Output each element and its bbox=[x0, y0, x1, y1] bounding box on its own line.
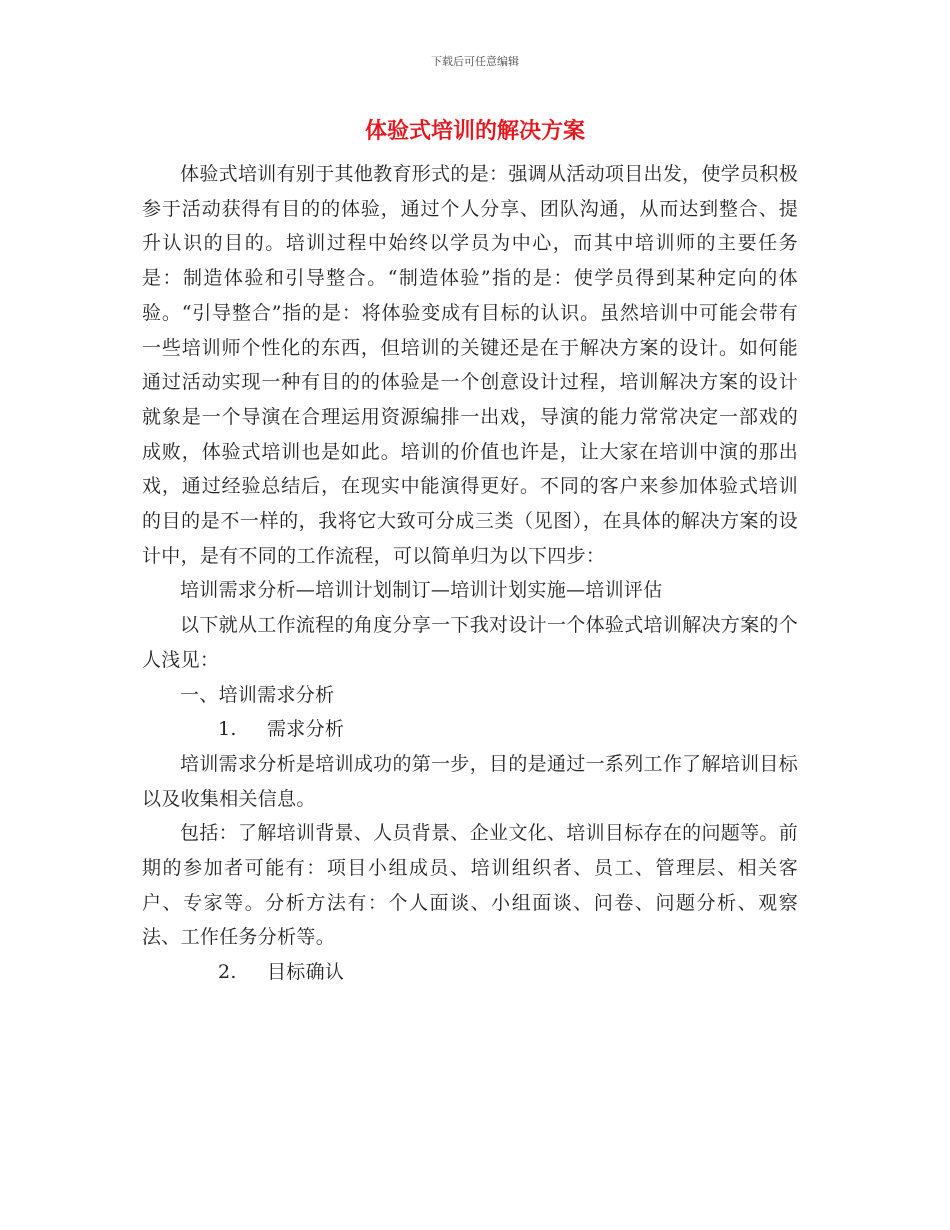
header-note: 下载后可任意编辑 bbox=[431, 55, 519, 68]
subsection-label: 目标确认 bbox=[267, 961, 345, 984]
document-body bbox=[142, 157, 798, 990]
paragraph-steps: 培训需求分析—培训计划制订—培训计划实施—培训评估 bbox=[180, 579, 663, 602]
paragraph-includes: 包括：了解培训背景、人员背景、企业文化、培训目标存在的问题等。前期的参加者可能有：项目小组成员、培训组织者、员工、管理层、相关客户、专家等。分析方法有：个人面谈、小组面谈、问卷、问题分析、观察法、工作任务分析等。 bbox=[142, 822, 798, 949]
subsection-label: 需求分析 bbox=[267, 718, 345, 741]
subsection-heading-1 bbox=[142, 712, 798, 747]
subsection-heading-2 bbox=[142, 955, 798, 990]
subsection-number: 2. bbox=[218, 961, 237, 984]
document-title: 体验式培训的解决方案 bbox=[364, 119, 585, 144]
paragraph-needs: 培训需求分析是培训成功的第一步，目的是通过一系列工作了解培训目标以及收集相关信息。 bbox=[142, 752, 798, 810]
subsection-number: 1. bbox=[218, 718, 237, 741]
section-heading: 一、培训需求分析 bbox=[180, 683, 335, 706]
paragraph-lead: 以下就从工作流程的角度分享一下我对设计一个体验式培训解决方案的个人浅见： bbox=[142, 614, 798, 671]
paragraph-intro: 体验式培训有别于其他教育形式的是：强调从活动项目出发，使学员积极参于活动获得有目的的体验，通过个人分享、团队沟通，从而达到整合、提升认识的目的。培训过程中始终以学员为中心，而其中培训师的主要任务是：制造体验和引导整合。“制造体验”指的是：使学员得到某种定向的体验。“引导整合”指的是：将体验变成有目标的认识。虽然培训中可能会带有一些培训师个性化的东西，但培训的关键还是在于解决方案的设计。如何能通过活动实现一种有目的的体验是一个创意设计过程，培训解决方案的设计就象是一个导演在合理运用资源编排一出戏，导演的能力常常决定一部戏的成败，体验式培训也是如此。培训的价值也许是，让大家在培训中演的那出戏，通过经验总结后，在现实中能演得更好。不同的客户来参加体验式培训的目的是不一样的，我将它大致可分成三类（见图），在具体的解决方案的设计中，是有不同的工作流程，可以简单归为以下四步： bbox=[142, 163, 798, 567]
